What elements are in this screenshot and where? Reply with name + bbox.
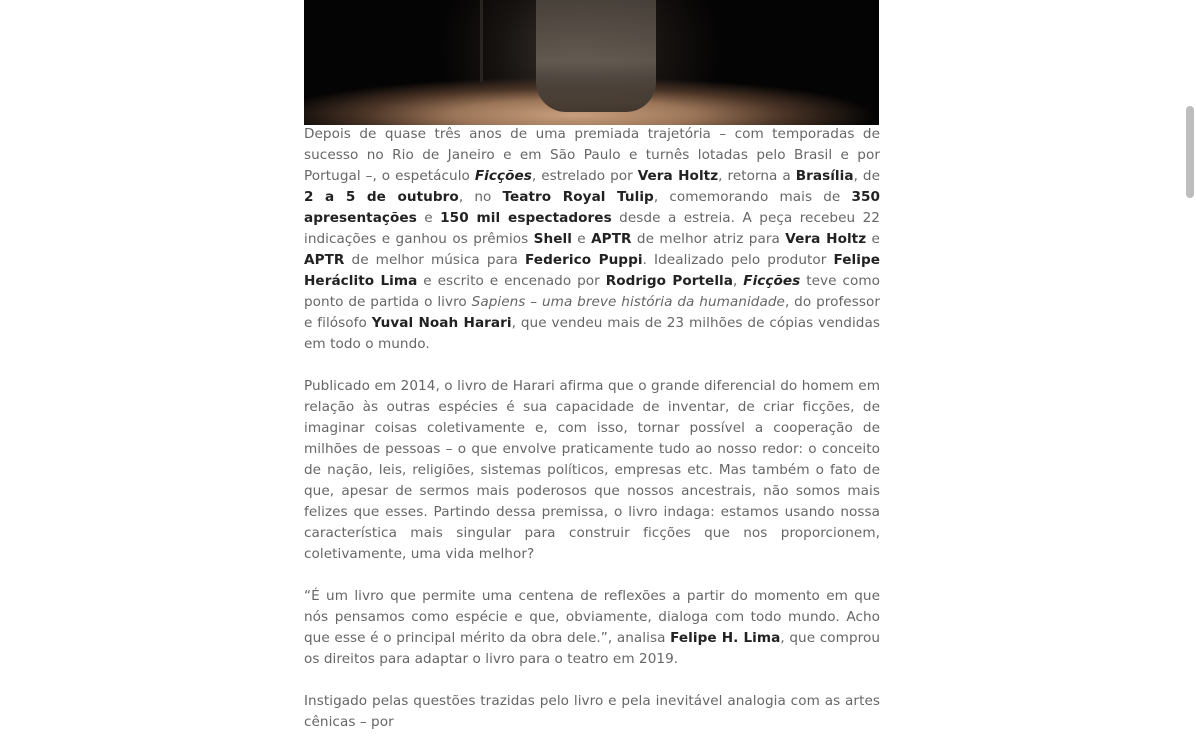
body-text: e (571, 231, 592, 247)
bold-text: 350 apresentações (304, 189, 880, 226)
body-text: , que comprou os direitos para adaptar o livro para o teatro em 2019. (304, 630, 881, 667)
bold-text: Brasília (795, 168, 854, 184)
stage-pole (480, 0, 483, 82)
body-text: e (866, 231, 880, 247)
article-paragraph-1 (304, 124, 880, 355)
bold-text: Shell (533, 231, 572, 247)
bold-text: Teatro Royal Tulip (502, 189, 654, 205)
body-text: , retorna a (718, 168, 796, 184)
bold-text: Felipe Heráclito Lima (304, 252, 880, 289)
article-paragraph-3 (304, 586, 880, 670)
emphasis-text: Ficções (474, 168, 532, 184)
body-text: teve como ponto de partida o livro (304, 273, 881, 310)
body-text: e (416, 210, 441, 226)
bold-text: APTR (304, 252, 345, 268)
article-paragraph-2 (304, 376, 880, 565)
body-text: e escrito e encenado por (417, 273, 606, 289)
page-scrollbar[interactable] (1184, 0, 1196, 652)
actress-figure (536, 0, 656, 112)
body-text: desde a estreia. A peça recebeu 22 indicações e ganhou os prêmios (304, 210, 881, 247)
bold-text: Felipe H. Lima (670, 630, 781, 646)
body-text: “É um livro que permite uma centena de reflexões a partir do momento em que nós pensamos como espécie e que, obviamente, dialoga com todo mundo. Acho que esse é o principal mérito da obra dele.”, analisa (304, 588, 880, 646)
bold-text: 2 a 5 de outubro (304, 189, 459, 205)
scrollbar-thumb[interactable] (1186, 106, 1194, 198)
body-text: , no (458, 189, 503, 205)
bold-text: Yuval Noah Harari (371, 315, 512, 331)
body-text: , (732, 273, 744, 289)
body-text: . Idealizado pelo produtor (642, 252, 834, 268)
bold-text: Federico Puppi (525, 252, 643, 268)
body-text: Instigado pelas questões trazidas pelo livro e pela inevitável analogia com as artes cênicas – por (304, 693, 880, 730)
bold-text: Rodrigo Portella (605, 273, 733, 289)
article-paragraph-4 (304, 691, 880, 733)
body-text: Publicado em 2014, o livro de Harari afirma que o grande diferencial do homem em relação às outras espécies é sua capacidade de inventar, de criar ficções, de imaginar coisas coletivamente e, com isso, tornar possível a cooperação de milhões de pessoas – o que envolve praticamente tudo ao nosso redor: o conceito de nação, leis, religiões, sistemas políticos, empresas etc. Mas também o fato de que, apesar de sermos mais poderosos que nossos ancestrais, não somos mais felizes que esses. Partindo dessa premissa, o livro indaga: estamos usando nossa característica mais singular para construir ficções que nos proporcionem, coletivamente, uma vida melhor? (304, 378, 880, 562)
italic-text: Sapiens – uma breve história da humanidade (471, 294, 785, 310)
bold-text: APTR (591, 231, 632, 247)
bold-text: Vera Holtz (637, 168, 719, 184)
body-text: , comemorando mais de (653, 189, 852, 205)
article-body (304, 124, 880, 754)
body-text: de melhor música para (344, 252, 526, 268)
bold-text: 150 mil espectadores (440, 210, 612, 226)
body-text: de melhor atriz para (631, 231, 786, 247)
bold-text: Vera Holtz (785, 231, 867, 247)
body-text: , estrelado por (531, 168, 638, 184)
article-hero-image (304, 0, 879, 125)
body-text: , que vendeu mais de 23 milhões de cópias vendidas em todo o mundo. (304, 315, 880, 352)
body-text: , de (853, 168, 880, 184)
body-text: Depois de quase três anos de uma premiada trajetória – com temporadas de sucesso no Rio de Janeiro e em São Paulo e turnês lotadas pelo Brasil e por Portugal –, o espetáculo (304, 126, 880, 184)
body-text: , do professor e filósofo (304, 294, 880, 331)
emphasis-text: Ficções (743, 273, 801, 289)
